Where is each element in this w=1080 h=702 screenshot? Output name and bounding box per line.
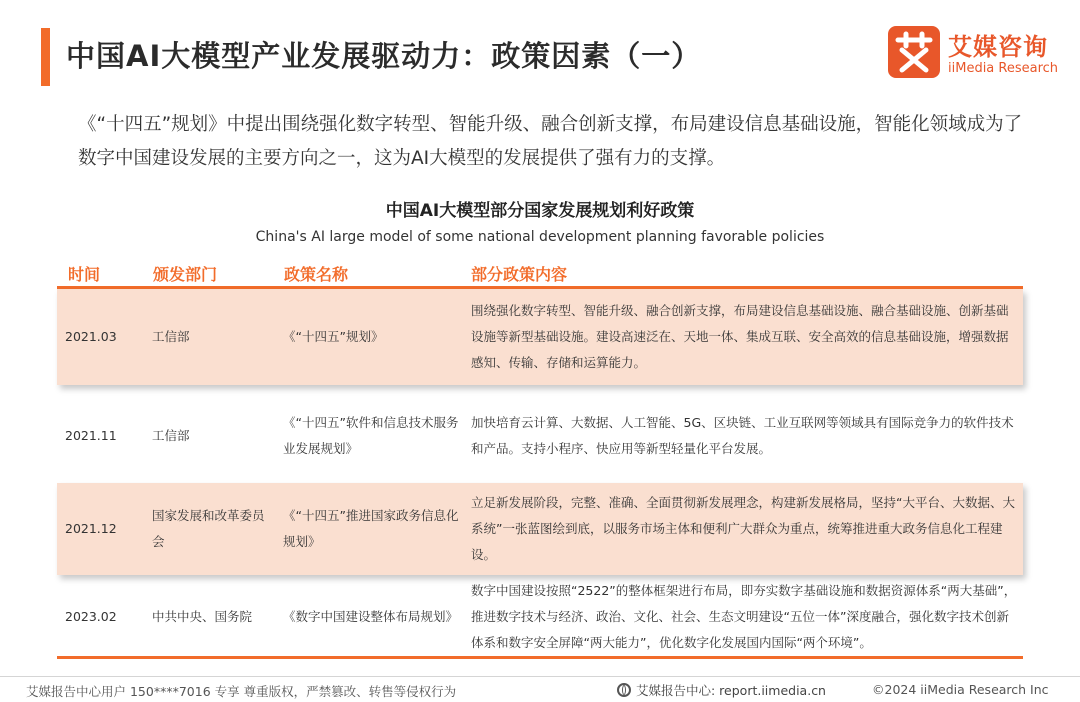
logo-english-name: iiMedia Research [948,61,1059,76]
row-date: 2021.03 [65,329,117,344]
intro-paragraph: 《“十四五”规划》中提出围绕强化数字转型、智能升级、融合创新支撑，布局建设信息基础设施，智能化领域成为了数字中国建设发展的主要方向之一，这为AI大模型的发展提供了强有力的支撑。 [78,114,1023,169]
footer-copyright-notice: 艾媒报告中心用户 150****7016 专享 尊重版权，严禁篡改、转售等侵权行为 [26,684,457,699]
row-department: 工信部 [152,329,190,344]
globe-icon [617,683,631,697]
row-department: 国家发展和改革委员会 [152,508,265,549]
table-row [57,578,1023,656]
row-date: 2023.02 [65,609,117,624]
row-policy-content: 数字中国建设按照“2522”的整体框架进行布局，即夯实数字基础设施和数据资源体系“两大基础”，推进数字技术与经济、政治、文化、社会、生态文明建设“五位一体”深度融合，强化数字技术创新体系和数字安全屏障“两大能力”，优化数字化发展国内国际“两个环境”。 [471,583,1017,650]
header-policy-name: 政策名称 [284,265,349,284]
row-department: 工信部 [152,428,190,443]
row-policy-name: 《“十四五”软件和信息技术服务业发展规划》 [283,415,459,456]
table-row [57,483,1023,575]
logo-mark-icon [888,26,940,78]
logo-chinese-name: 艾媒咨询 [948,33,1048,61]
footer-divider [0,676,1080,677]
row-date: 2021.11 [65,428,117,443]
table-bottom-divider [57,656,1023,659]
table-row [57,289,1023,385]
title-accent-bar [41,28,50,86]
row-policy-content: 加快培育云计算、大数据、人工智能、5G、区块链、工业互联网等领域具有国际竞争力的软件技术和产品。支持小程序、快应用等新型轻量化平台发展。 [471,415,1014,456]
row-policy-content: 围绕强化数字转型、智能升级、融合创新支撑，布局建设信息基础设施、融合基础设施、创新基础设施等新型基础设施。建设高速泛在、天地一体、集成互联、安全高效的信息基础设施，增强数据感知、传输、存储和运算能力。 [471,303,1009,370]
header-time: 时间 [68,265,101,284]
row-policy-name: 《“十四五”推进国家政务信息化规划》 [283,508,459,549]
footer-report-link[interactable] [617,681,826,699]
page-title: 中国AI大模型产业发展驱动力：政策因素（一） [66,39,702,73]
table-row [57,397,1023,475]
header-department: 颁发部门 [153,265,218,284]
row-policy-name: 《“十四五”规划》 [283,329,384,344]
footer-report-url[interactable]: 艾媒报告中心: report.iimedia.cn [636,683,826,698]
footer-brand-copyright: ©2024 iiMedia Research Inc [872,682,1049,697]
row-date: 2021.12 [65,521,117,536]
row-department: 中共中央、国务院 [152,609,253,624]
brand-logo [888,26,1068,82]
table-subtitle: China's AI large model of some national development planning favorable policies [255,229,825,245]
table-title: 中国AI大模型部分国家发展规划利好政策 [385,201,695,221]
row-policy-content: 立足新发展阶段，完整、准确、全面贯彻新发展理念，构建新发展格局，坚持“大平台、大数据、大系统”一张蓝图绘到底，以服务市场主体和便利广大群众为重点，统筹推进重大政务信息化工程建设。 [471,495,1015,562]
header-policy-content: 部分政策内容 [471,265,568,284]
row-policy-name: 《数字中国建设整体布局规划》 [283,609,459,624]
